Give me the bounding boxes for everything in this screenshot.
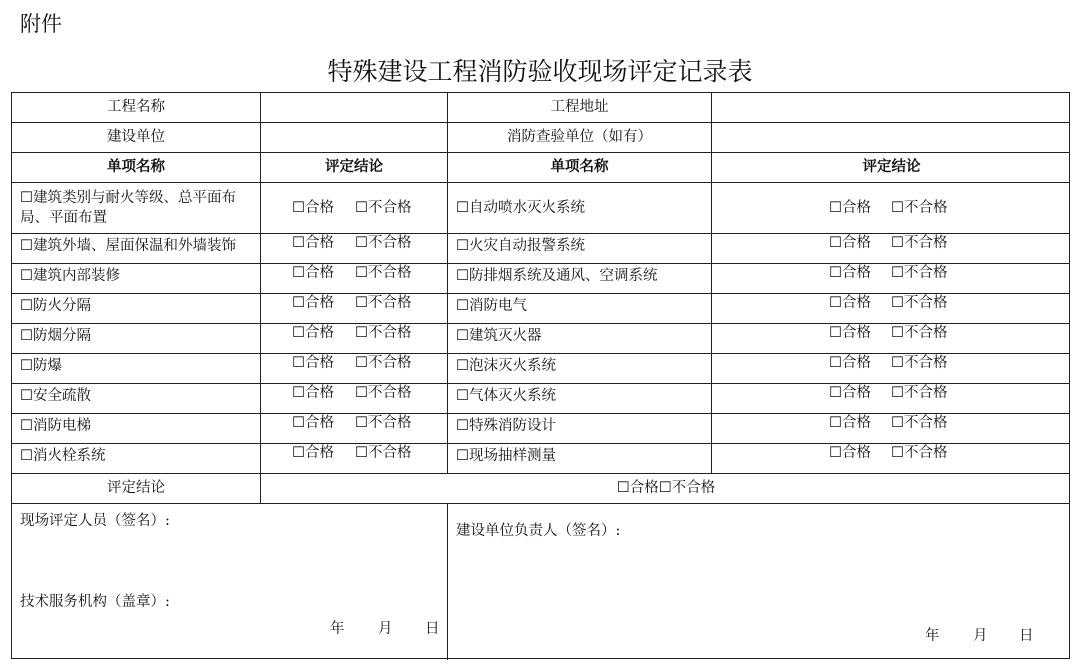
right-result-header: 评定结论 — [862, 158, 921, 175]
fail-checkbox[interactable]: ☐不合格 — [891, 200, 948, 216]
pass-checkbox[interactable]: ☐合格 — [292, 265, 334, 281]
fail-checkbox[interactable]: ☐不合格 — [355, 355, 412, 371]
column-divider — [260, 93, 261, 503]
date-day: 日 — [425, 621, 440, 637]
column-divider — [711, 93, 712, 473]
fail-checkbox[interactable]: ☐不合格 — [891, 265, 948, 281]
item-fire-electrical: ☐消防电气 — [456, 298, 527, 314]
tech-agency-seal-label: 技术服务机构（盖章）: — [20, 594, 170, 610]
item-sprinkler: ☐自动喷水灭火系统 — [456, 200, 585, 216]
fail-checkbox[interactable]: ☐不合格 — [355, 445, 412, 461]
conclusion-label: 评定结论 — [107, 480, 165, 496]
project-address-label: 工程地址 — [550, 99, 609, 115]
item-exterior-wall: ☐建筑外墙、屋面保温和外墙装饰 — [20, 238, 236, 254]
left-item-header: 单项名称 — [107, 158, 165, 175]
item-gas-system: ☐气体灭火系统 — [456, 388, 556, 404]
item-explosion-proof: ☐防爆 — [20, 358, 62, 374]
pass-checkbox[interactable]: ☐合格 — [292, 325, 334, 341]
pass-checkbox[interactable]: ☐合格 — [292, 355, 334, 371]
fail-checkbox[interactable]: ☐不合格 — [891, 355, 948, 371]
item-smoke-separation: ☐防烟分隔 — [20, 328, 91, 344]
pass-checkbox[interactable]: ☐合格 — [292, 200, 334, 216]
document-title: 特殊建设工程消防验收现场评定记录表 — [327, 57, 753, 86]
pass-checkbox[interactable]: ☐合格 — [292, 235, 334, 251]
right-item-header: 单项名称 — [550, 158, 609, 175]
pass-checkbox[interactable]: ☐合格 — [292, 385, 334, 401]
fail-checkbox[interactable]: ☐不合格 — [891, 235, 948, 251]
item-foam-system: ☐泡沫灭火系统 — [456, 358, 556, 374]
row-divider — [12, 182, 1069, 183]
item-special-design: ☐特殊消防设计 — [456, 418, 556, 434]
fail-checkbox[interactable]: ☐不合格 — [891, 295, 948, 311]
item-smoke-exhaust: ☐防排烟系统及通风、空调系统 — [456, 268, 658, 284]
item-hydrant: ☐消火栓系统 — [20, 448, 106, 464]
pass-checkbox[interactable]: ☐合格 — [292, 295, 334, 311]
row-divider — [12, 473, 1069, 474]
pass-checkbox[interactable]: ☐合格 — [829, 415, 871, 431]
evaluation-form — [11, 92, 1070, 659]
item-fire-alarm: ☐火灾自动报警系统 — [456, 238, 585, 254]
item-sampling: ☐现场抽样测量 — [456, 448, 556, 464]
date-month: 月 — [973, 628, 988, 644]
fail-checkbox[interactable]: ☐不合格 — [355, 295, 412, 311]
pass-checkbox[interactable]: ☐合格 — [829, 235, 871, 251]
row-divider — [12, 122, 1069, 123]
item-extinguisher: ☐建筑灭火器 — [456, 328, 542, 344]
builder-label: 建设单位 — [107, 129, 165, 145]
fail-checkbox[interactable]: ☐不合格 — [891, 445, 948, 461]
left-result-header: 评定结论 — [325, 158, 383, 175]
fail-checkbox[interactable]: ☐不合格 — [891, 385, 948, 401]
date-day: 日 — [1019, 628, 1034, 644]
fail-checkbox[interactable]: ☐不合格 — [355, 415, 412, 431]
project-name-label: 工程名称 — [107, 99, 165, 115]
item-fire-elevator: ☐消防电梯 — [20, 418, 91, 434]
onsite-staff-signature-label: 现场评定人员（签名）: — [20, 513, 170, 529]
item-interior-decoration: ☐建筑内部装修 — [20, 268, 120, 284]
pass-checkbox[interactable]: ☐合格 — [829, 265, 871, 281]
fail-checkbox[interactable]: ☐不合格 — [891, 415, 948, 431]
conclusion-checkboxes[interactable]: ☐合格☐不合格 — [616, 480, 716, 496]
inspection-unit-label: 消防查验单位（如有） — [507, 129, 652, 145]
date-year: 年 — [330, 621, 345, 637]
fail-checkbox[interactable]: ☐不合格 — [355, 265, 412, 281]
builder-lead-signature-label: 建设单位负责人（签名）: — [456, 523, 621, 539]
pass-checkbox[interactable]: ☐合格 — [829, 385, 871, 401]
item-fire-separation: ☐防火分隔 — [20, 298, 91, 314]
fail-checkbox[interactable]: ☐不合格 — [355, 200, 412, 216]
fail-checkbox[interactable]: ☐不合格 — [891, 325, 948, 341]
item-building-class: ☐建筑类别与耐火等级、总平面布局、平面布置 — [20, 190, 236, 226]
pass-checkbox[interactable]: ☐合格 — [829, 355, 871, 371]
column-divider — [447, 93, 448, 473]
pass-checkbox[interactable]: ☐合格 — [829, 200, 871, 216]
item-evacuation: ☐安全疏散 — [20, 388, 91, 404]
pass-checkbox[interactable]: ☐合格 — [829, 325, 871, 341]
date-month: 月 — [378, 621, 393, 637]
pass-checkbox[interactable]: ☐合格 — [829, 445, 871, 461]
column-divider — [447, 503, 448, 660]
pass-checkbox[interactable]: ☐合格 — [292, 445, 334, 461]
row-divider — [12, 152, 1069, 153]
attachment-label: 附件 — [20, 12, 62, 36]
row-divider — [12, 503, 1069, 504]
date-year: 年 — [925, 628, 940, 644]
pass-checkbox[interactable]: ☐合格 — [292, 415, 334, 431]
fail-checkbox[interactable]: ☐不合格 — [355, 325, 412, 341]
pass-checkbox[interactable]: ☐合格 — [829, 295, 871, 311]
fail-checkbox[interactable]: ☐不合格 — [355, 235, 412, 251]
fail-checkbox[interactable]: ☐不合格 — [355, 385, 412, 401]
